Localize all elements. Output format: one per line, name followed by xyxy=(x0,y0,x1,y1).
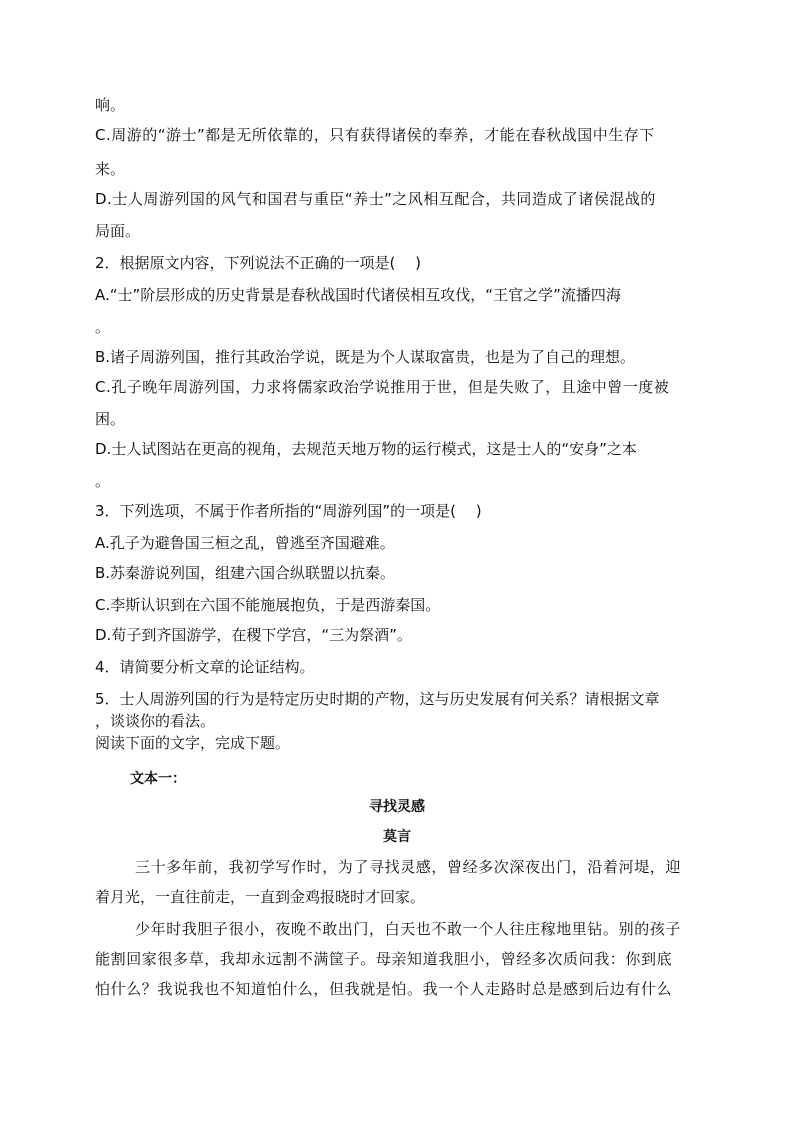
passage-line: 三十多年前，我初学写作时，为了寻找灵感，曾经多次深夜出门，沿着河堤，迎 xyxy=(135,858,682,876)
text-line: 。 xyxy=(95,318,111,336)
question-4: 4．请简要分析文章的论证结构。 xyxy=(95,658,315,676)
text-line: 响。 xyxy=(95,96,126,114)
text-line: 局面。 xyxy=(95,222,141,240)
passage-line: 怕什么？我说我也不知道怕什么，但我就是怕。我一个人走路时总是感到后边有什么 xyxy=(95,980,673,998)
option-c-q1: C.周游的“游士”都是无所依靠的，只有获得诸侯的奉养，才能在春秋战国中生存下 xyxy=(95,126,655,144)
text-line: 来。 xyxy=(95,160,126,178)
option-b-q3: B.苏秦游说列国，组建六国合纵联盟以抗秦。 xyxy=(95,564,396,582)
option-a-q2: A.“士”阶层形成的历史背景是春秋战国时代诸侯相互攻伐，“王官之学”流播四海 xyxy=(95,286,621,304)
text-line: 。 xyxy=(95,472,111,490)
passage-line: 少年时我胆子很小，夜晚不敢出门，白天也不敢一个人往庄稼地里钻。别的孩子 xyxy=(135,920,682,938)
reading-instruction: 阅读下面的文字，完成下题。 xyxy=(95,734,291,752)
text-one-label: 文本一： xyxy=(130,771,186,787)
option-d-q3: D.荀子到齐国游学，在稷下学宫，“三为祭酒”。 xyxy=(95,626,412,644)
text-line: ，谈谈你的看法。 xyxy=(95,712,216,730)
question-2: 2．根据原文内容，下列说法不正确的一项是( ) xyxy=(95,254,422,272)
passage-line: 能割回家很多草，我却永远割不满筐子。母亲知道我胆小，曾经多次质问我：你到底 xyxy=(95,950,673,968)
question-5: 5．士人周游列国的行为是特定历史时期的产物，这与历史发展有何关系？请根据文章 xyxy=(95,690,660,708)
option-c-q3: C.李斯认识到在六国不能施展抱负，于是西游秦国。 xyxy=(95,596,441,614)
question-3: 3．下列选项，不属于作者所指的“周游列国”的一项是( ) xyxy=(95,502,482,520)
passage-author: 莫言 xyxy=(383,829,411,845)
text-line: 困。 xyxy=(95,410,126,428)
passage-title: 寻找灵感 xyxy=(369,799,425,815)
passage-line: 着月光，一直往前走，一直到金鸡报晓时才回家。 xyxy=(95,888,426,906)
option-a-q3: A.孔子为避鲁国三桓之乱，曾逃至齐国避难。 xyxy=(95,534,395,552)
option-d-q1: D.士人周游列国的风气和国君与重臣“养士”之风相互配合，共同造成了诸侯混战的 xyxy=(95,190,656,208)
option-d-q2: D.士人试图站在更高的视角，去规范天地万物的运行模式，这是士人的“安身”之本 xyxy=(95,440,637,458)
option-b-q2: B.诸子周游列国，推行其政治学说，既是为个人谋取富贵，也是为了自己的理想。 xyxy=(95,348,636,366)
option-c-q2: C.孔子晚年周游列国，力求将儒家政治学说推用于世，但是失败了，且途中曾一度被 xyxy=(95,378,670,396)
